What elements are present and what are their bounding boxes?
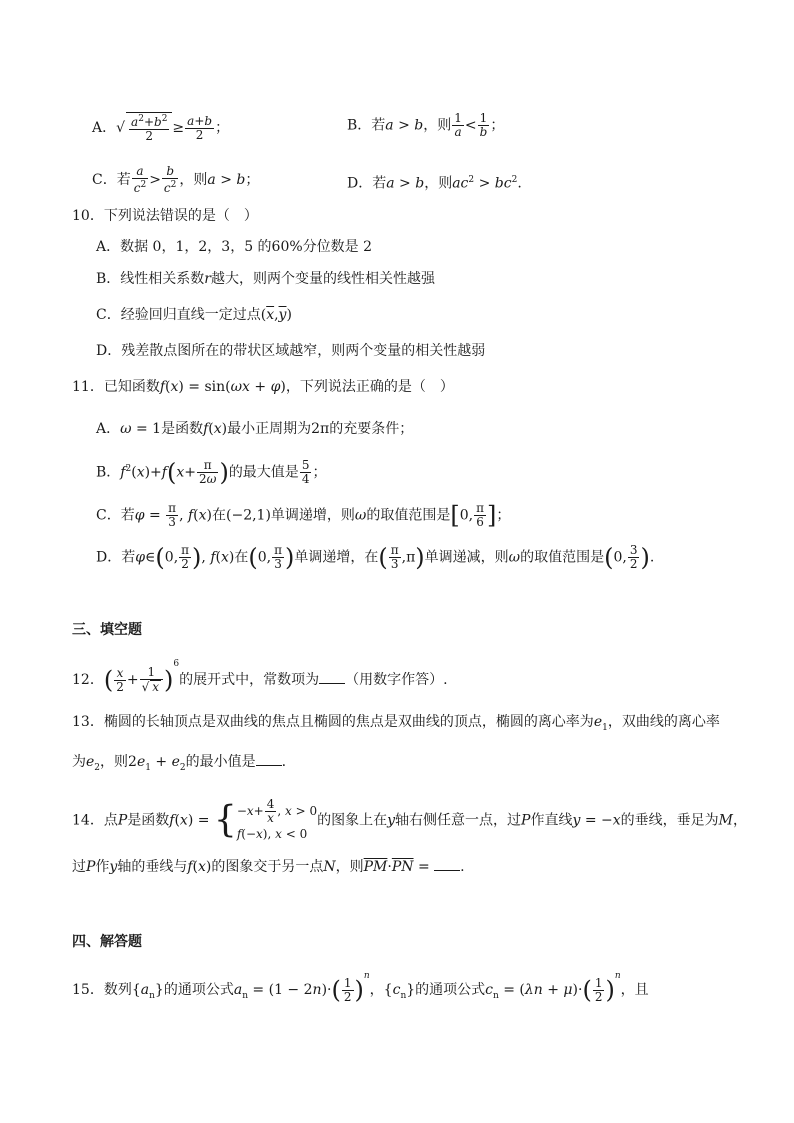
q10-stem: 10．下列说法错误的是（ ）	[72, 208, 258, 224]
q11-option-c: C．若φ = $\frac{\pi}{3}$ , f(x)在(−2,1)单调递增，则ω的取值范围是[0, $\frac{\pi}{6}$ ]；	[96, 501, 511, 530]
answer-blank[interactable]	[434, 858, 460, 871]
q10-option-a: A．数据 0，1，2，3，5 的60%分位数是 2	[96, 239, 373, 255]
q11-option-a: A．ω = 1是函数f(x)最小正周期为2π的充要条件；	[96, 421, 414, 437]
section-title-fill-blank: 三、填空题	[72, 622, 142, 638]
answer-blank[interactable]	[256, 753, 282, 766]
q14-line1: 14．点P是函数f(x) = {−x+ $\frac{4}{x}$ , x > 0 f(−x), x < 0的图象上在y轴右侧任意一点，过P作直线y = −x的垂线，垂足为M，	[72, 797, 747, 841]
q15: 15．数列$\{a_n\}$的通项公式$a_n = (1 - 2n)\cdot$( $\frac{1}{2}$ )$^n$，$\{c_n\}$的通项公式$c_n = (\lambda n + \mu)\cdot$( $\frac{1}{2}$ )$^n$，且	[72, 971, 649, 1004]
section-title-solve: 四、解答题	[72, 934, 142, 950]
q11-stem: 11．已知函数f(x) = sin(ωx + φ)，下列说法正确的是（ ）	[72, 379, 454, 395]
option-label: A．	[92, 120, 117, 136]
q12: 12．( $\frac{x}{2}$ + $\frac{1}{√ x}$ )$^6$的展开式中，常数项为 （用数字作答）.	[72, 659, 448, 694]
q9-option-d: D．若a > b，则$ac^2 > bc^2$.	[347, 175, 522, 192]
q9-option-a: A．√ $\frac{a^2+b^2}{2}$ ≥ $\frac{a+b}{2}$ ；	[92, 113, 230, 143]
q9-option-b: B．若a > b，则 $\frac{1}{a}$ < $\frac{1}{b}$ ；	[347, 111, 505, 139]
q10-option-d: D．残差散点图所在的带状区域越窄，则两个变量的相关性越弱	[96, 343, 486, 359]
q9-option-c: C．若 $\frac{a}{c^2}$ > $\frac{b}{c^2}$ ，则a > b；	[92, 164, 260, 195]
q10-option-c: C．经验回归直线一定过点$(\overline{x},\overline{y})$	[96, 307, 292, 323]
answer-blank[interactable]	[319, 671, 345, 684]
q11-option-d: D．若φ∈(0, $\frac{\pi}{2}$ ), f(x)在(0, $\frac{\pi}{3}$ )单调递增，在( $\frac{\pi}{3}$ ,π)单调递减，则ω的取值范围是(0, $\frac{3}{2}$ ).	[96, 543, 655, 572]
q13-line2: 为$e_2$，则$2e_1 + e_2$的最小值是 .	[72, 754, 287, 773]
q14-line2: 过P作y轴的垂线与f(x)的图象交于另一点N，则$\overline{PM}\cdot\overline{PN}$ = .	[72, 859, 465, 875]
q10-option-b: B．线性相关系数r越大，则两个变量的线性相关性越强	[96, 271, 435, 287]
q13-line1: 13．椭圆的长轴顶点是双曲线的焦点且椭圆的焦点是双曲线的顶点，椭圆的离心率为$e_1$，双曲线的离心率	[72, 714, 720, 733]
q11-option-b: B．$f^2(x)+f(x+$ $\frac{\pi}{2\omega}$ )的最大值是 $\frac{5}{4}$ ；	[96, 458, 327, 487]
